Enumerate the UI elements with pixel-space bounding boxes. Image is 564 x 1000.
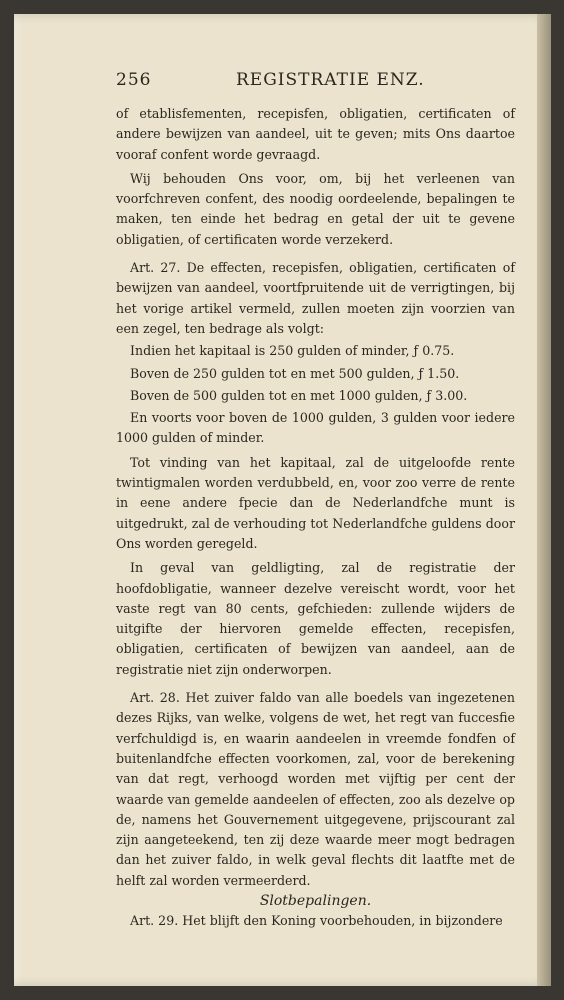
page-edge (537, 14, 551, 986)
paragraph-4: En voorts voor boven de 1000 gulden, 3 gulden voor iedere 1000 gulden of minder. (116, 410, 515, 446)
list-item-1: Indien het kapitaal is 250 gulden of minder, ƒ 0.75. (130, 343, 455, 359)
paragraph-art-27: Art. 27. De effecten, recepisfen, obligatien, certificaten of bewijzen van aandeel, voortfpruitende uit de verrigtingen, bij het vorige artikel vermeld, zullen moeten zijn voorzien van een zegel, ten bedrage als volgt: (116, 260, 515, 336)
paragraph-5: Tot vinding van het kapitaal, zal de uitgeloofde rente twintigmalen worden verdubbeld, en, voor zoo verre de rente in eene andere fpecie dan de Nederlandfche munt is uitgedrukt, zal de verhouding tot Nederlandfche guldens door Ons worden geregeld. (116, 454, 515, 551)
page-number: 256 (116, 70, 152, 90)
paragraph-6: In geval van geldligting, zal de registratie der hoofdobligatie, wanneer dezelve vereischt wordt, voor het vaste regt van 80 cents, gefchieden: zullende wijders de uitgifte der hiervoren gemelde effecten, recepisfen, obligatien, certificaten of bewijzen van aandeel, aan de registratie niet zijn onderworpen. (116, 560, 515, 677)
running-title: REGISTRATIE ENZ. (236, 70, 425, 90)
page-body (116, 104, 515, 932)
paragraph-art-28: Art. 28. Het zuiver faldo van alle boedels van ingezetenen dezes Rijks, van welke, volgens de wet, het regt van fuccesfie verfchuldigd is, en waarin aandeelen in vreemde fondfen of buitenlandfche effecten voorkomen, zal, voor de berekening van dat regt, verhoogd worden met vijftig per cent der waarde van gemelde aandeelen of effecten, zoo als dezelve op de, namens het Gouvernement uitgegevene, prijscourant zal zijn aangeteekend, ten zij deze waarde meer mogt bedragen dan het zuiver faldo, in welk geval flechts dit laatfte met de helft zal worden vermeerderd. (116, 690, 515, 888)
list-item-2: Boven de 250 gulden tot en met 500 gulden, ƒ 1.50. (130, 365, 460, 381)
paragraph-2: Wij behouden Ons voor, om, bij het verleenen van voorfchreven confent, des noodig oordeelende, bepalingen te maken, ten einde het bedrag en getal der uit te gevene obligatien, of certificaten worde verzekerd. (116, 170, 515, 247)
list-item-3: Boven de 500 gulden tot en met 1000 gulden, ƒ 3.00. (130, 387, 468, 403)
section-heading: Slotbepalingen. (259, 892, 372, 909)
paragraph-1: of etablisfementen, recepisfen, obligatien, certificaten of andere bewijzen van aandeel, uit te geven; mits Ons daartoe vooraf confent worde gevraagd. (116, 106, 515, 162)
paragraph-art-29: Art. 29. Het blijft den Koning voorbehouden, in bijzondere (130, 913, 503, 929)
